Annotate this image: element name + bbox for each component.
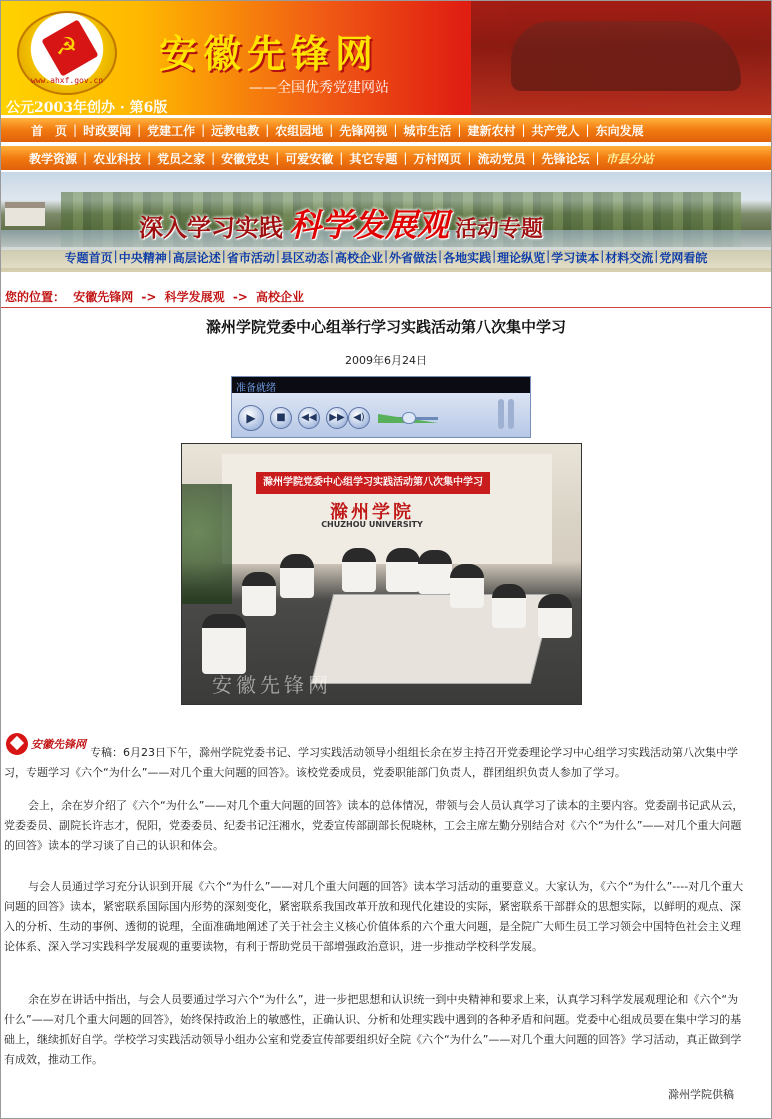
nav-item-mobile-members[interactable]: 流动党员 bbox=[477, 151, 526, 166]
subnav-separator: | bbox=[492, 249, 497, 263]
paragraph-text: 余在岁在讲话中指出，与会人员要通过学习六个“为什么”，进一步把思想和认识统一到中央精神和要求上来，认真学习科学发展观理论和《六个“为什么”——对几个重大问题的回答》，始终保持政治上的敏感性，正确认识、分析和处理实践中遇到的各种矛盾和问题。党委中心组成员要在集中学习的基础上，继续抓好自学。学校学习实践活动领导小组办公室和党委宣传部要组织好全院《六个“为什么”——对几个重大问题的回答》学习活动，真正做到学有成效，推动工作。 bbox=[4, 993, 742, 1066]
subnav-item[interactable]: 党网看皖 bbox=[659, 251, 708, 265]
subnav-item[interactable]: 外省做法 bbox=[389, 251, 438, 265]
nav-item-new-village[interactable]: 建新农村 bbox=[467, 123, 516, 138]
nav-separator: | bbox=[329, 123, 334, 137]
volume-icon[interactable]: ◀) bbox=[348, 407, 370, 429]
secondary-nav bbox=[1, 145, 771, 171]
header-banner bbox=[1, 1, 771, 115]
nav-item-agritech[interactable]: 农业科技 bbox=[93, 151, 142, 166]
play-button[interactable]: ▶ bbox=[238, 405, 264, 431]
article-paragraph bbox=[4, 877, 748, 957]
photo-person bbox=[242, 572, 276, 616]
subnav-separator: | bbox=[383, 249, 389, 263]
nav-separator: | bbox=[531, 151, 536, 165]
nav-item-news[interactable]: 时政要闻 bbox=[83, 123, 132, 138]
player-status: 准备就绪 bbox=[232, 377, 530, 393]
logo-url: www.ahxf.gov.cn bbox=[30, 76, 104, 85]
nav-separator: | bbox=[457, 123, 462, 137]
nav-separator: | bbox=[585, 123, 590, 137]
subnav-separator: | bbox=[546, 249, 551, 263]
previous-button[interactable]: ◀◀ bbox=[298, 407, 320, 429]
volume-knob[interactable] bbox=[402, 412, 416, 424]
article-photo bbox=[181, 443, 582, 705]
nav-separator: | bbox=[137, 123, 142, 137]
subnav-separator: | bbox=[654, 249, 659, 263]
nav-separator: | bbox=[265, 123, 270, 137]
subnav-item[interactable]: 县区动态 bbox=[280, 251, 329, 265]
source-logo-text: 安徽先锋网 bbox=[31, 738, 86, 751]
nav-item-video[interactable]: 先锋网视 bbox=[339, 123, 388, 138]
paragraph-text: 会上，余在岁介绍了《六个“为什么”——对几个重大问题的回答》读本的总体情况，带领与会人员认真学习了读本的主要内容。党委副书记武从云，党委委员、副院长许志才，倪阳，党委委员、纪委书记汪湘水，党委宣传部副部长倪晓林，工会主席左勤分别结合对《六个“为什么”——对几个重大问题的回答》读本的学习谈了自己的认识和体会。 bbox=[4, 799, 744, 852]
banner-building-image bbox=[5, 202, 45, 226]
subnav-separator: | bbox=[438, 249, 443, 263]
photo-person bbox=[450, 564, 484, 608]
nav-item-member-home[interactable]: 党员之家 bbox=[157, 151, 206, 166]
breadcrumb-item[interactable]: 安徽先锋网 bbox=[73, 290, 134, 304]
subnav-separator: | bbox=[113, 249, 118, 263]
stop-button[interactable]: ■ bbox=[270, 407, 292, 429]
nav-separator: | bbox=[393, 123, 398, 137]
nav-item-city[interactable]: 城市生活 bbox=[403, 123, 452, 138]
breadcrumb-item[interactable]: 高校企业 bbox=[256, 290, 305, 304]
breadcrumb-divider bbox=[1, 307, 771, 308]
nav-item-home[interactable]: 首 页 bbox=[31, 123, 68, 138]
nav-separator: | bbox=[339, 151, 344, 165]
nav-item-east[interactable]: 东向发展 bbox=[595, 123, 644, 138]
subnav-item[interactable]: 专题首页 bbox=[64, 251, 113, 265]
subnav-item[interactable]: 省市活动 bbox=[226, 251, 275, 265]
article-paragraph bbox=[4, 990, 748, 1070]
nav-item-history[interactable]: 安徽党史 bbox=[221, 151, 270, 166]
site-edition: 公元2003年创办 · 第6版 bbox=[6, 100, 168, 115]
feature-heading bbox=[139, 200, 543, 246]
feature-subnav bbox=[1, 247, 771, 268]
breadcrumb-separator: -> bbox=[141, 290, 161, 304]
site-slogan: ——全国优秀党建网站 bbox=[249, 80, 389, 96]
site-logo[interactable] bbox=[17, 11, 117, 95]
nav-separator: | bbox=[83, 151, 88, 165]
photo-school-name: 滁州学院 bbox=[330, 502, 414, 523]
player-control[interactable] bbox=[508, 399, 514, 429]
nav-item-substations[interactable]: 市县分站 bbox=[605, 151, 654, 166]
article-date: 2009年6月24日 bbox=[345, 354, 427, 367]
photo-plant bbox=[182, 484, 232, 604]
subnav-item[interactable]: 材料交流 bbox=[605, 251, 654, 265]
feature-heading-part1: 深入学习实践 bbox=[139, 213, 283, 242]
article-paragraph bbox=[4, 796, 748, 856]
subnav-separator: | bbox=[221, 249, 226, 263]
nav-separator: | bbox=[201, 123, 206, 137]
photo-person bbox=[280, 554, 314, 598]
feature-banner bbox=[1, 172, 771, 272]
nav-separator: | bbox=[467, 151, 472, 165]
player-control[interactable] bbox=[498, 399, 504, 429]
subnav-separator: | bbox=[167, 249, 172, 263]
subnav-item[interactable]: 理论纵览 bbox=[497, 251, 546, 265]
nav-item-party-work[interactable]: 党建工作 bbox=[147, 123, 196, 138]
nav-separator: | bbox=[595, 151, 600, 165]
photo-person bbox=[202, 614, 246, 674]
nav-item-forum[interactable]: 先锋论坛 bbox=[541, 151, 590, 166]
nav-separator: | bbox=[275, 151, 280, 165]
photo-watermark: 安徽先锋网 bbox=[212, 673, 332, 697]
subnav-separator: | bbox=[329, 249, 334, 263]
subnav-separator: | bbox=[600, 249, 605, 263]
photo-person bbox=[386, 548, 420, 592]
next-button[interactable]: ▶▶ bbox=[326, 407, 348, 429]
article-title: 滁州学院党委中心组举行学习实践活动第八次集中学习 bbox=[205, 318, 566, 336]
photo-person bbox=[418, 550, 452, 594]
paragraph-text: 与会人员通过学习充分认识到开展《六个“为什么”——对几个重大问题的回答》读本学习活动的重要意义。大家认为，《六个“为什么”----对几个重大问题的回答》读本，紧密联系国际国内形势的深刻变化，紧密联系我国改革开放和现代化建设的实际，紧密联系干部群众的思想实际，以鲜明的观点、深入的分析、生动的事例、透彻的说理，全面准确地阐述了关于社会主义核心价值体系的六个重大问题，是全院广大师生员工学习领会中国特色社会主义理论体系、深入学习实践科学发展观的重要读物，有利于帮助党员干部增强政治意识，进一步推动学校科学发展。 bbox=[4, 880, 744, 953]
nav-separator: | bbox=[147, 151, 152, 165]
nav-item-members[interactable]: 共产党人 bbox=[531, 123, 580, 138]
breadcrumb bbox=[5, 288, 304, 305]
article-paragraph bbox=[4, 743, 748, 783]
media-player bbox=[231, 376, 531, 438]
breadcrumb-item[interactable]: 科学发展观 bbox=[164, 290, 225, 304]
site-title: 安徽先锋网 bbox=[159, 31, 380, 76]
photo-person bbox=[492, 584, 526, 628]
breadcrumb-label: 您的位置： bbox=[5, 290, 66, 304]
photo-school-name-en: CHUZHOU UNIVERSITY bbox=[321, 520, 423, 529]
breadcrumb-separator: -> bbox=[232, 290, 253, 304]
subnav-item[interactable]: 中央精神 bbox=[118, 251, 167, 265]
subnav-item[interactable]: 各地实践 bbox=[443, 251, 492, 265]
subnav-separator: | bbox=[275, 249, 280, 263]
nav-item-lovely-anhui[interactable]: 可爱安徽 bbox=[285, 151, 334, 166]
photo-person bbox=[538, 594, 572, 638]
photo-person bbox=[342, 548, 376, 592]
nav-item-topics[interactable]: 其它专题 bbox=[349, 151, 398, 166]
primary-nav bbox=[1, 117, 771, 143]
nav-item-distance-edu[interactable]: 远教电教 bbox=[211, 123, 260, 138]
paragraph-text: 专稿：6月23日下午，滁州学院党委书记、学习实践活动领导小组组长余在岁主持召开党委理论学习中心组学习实践活动第八次集中学习，专题学习《六个“为什么”——对几个重大问题的回答》。该校党委成员，党委职能部门负责人，群团组织负责人参加了学习。 bbox=[4, 746, 738, 779]
article-signature: 滁州学院供稿 bbox=[668, 1088, 734, 1101]
nav-item-teaching[interactable]: 教学资源 bbox=[29, 151, 78, 166]
nav-separator: | bbox=[521, 123, 526, 137]
subnav-item[interactable]: 高层论述 bbox=[172, 251, 221, 265]
subnav-item[interactable]: 学习读本 bbox=[551, 251, 600, 265]
nav-separator: | bbox=[73, 123, 78, 137]
feature-heading-part3: 活动专题 bbox=[455, 216, 544, 242]
nav-separator: | bbox=[403, 151, 408, 165]
photo-banner-text: 滁州学院党委中心组学习实践活动第八次集中学习 bbox=[256, 472, 490, 494]
nav-item-village-pages[interactable]: 万村网页 bbox=[413, 151, 462, 166]
banner-car-image bbox=[471, 1, 771, 115]
nav-item-rural[interactable]: 农组园地 bbox=[275, 123, 324, 138]
party-flag-icon bbox=[41, 19, 98, 76]
nav-separator: | bbox=[211, 151, 216, 165]
subnav-item[interactable]: 高校企业 bbox=[334, 251, 383, 265]
feature-heading-part2: 科学发展观 bbox=[289, 206, 450, 244]
